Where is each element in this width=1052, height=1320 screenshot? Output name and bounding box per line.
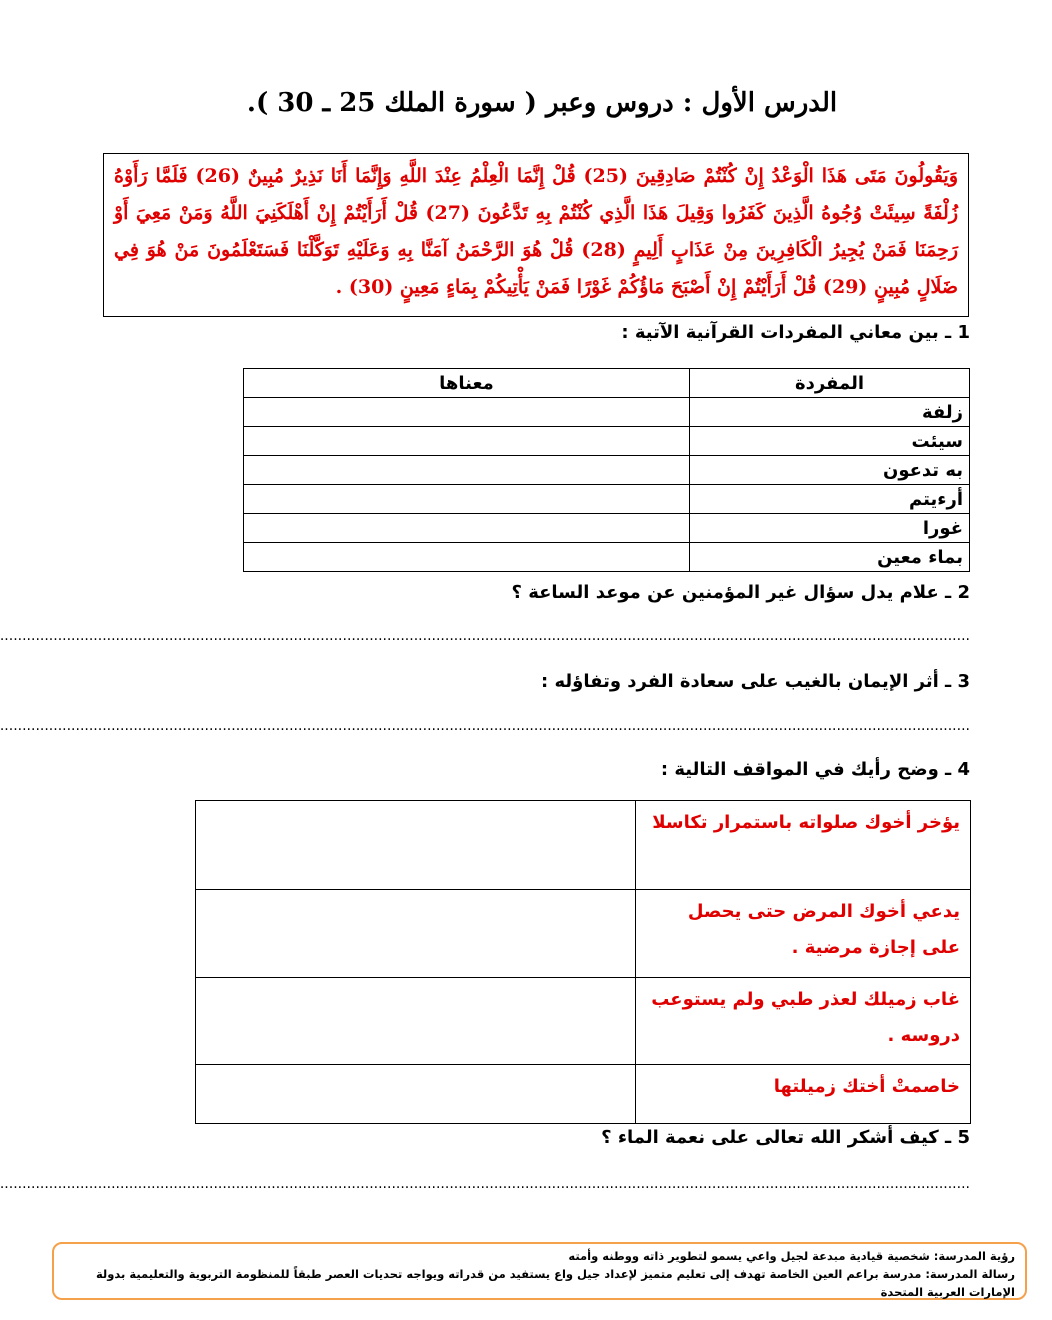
meaning-cell[interactable]: [244, 398, 690, 427]
question-3: 3 ـ أثر الإيمان بالغيب على سعادة الفرد وتفاؤله :: [541, 671, 970, 692]
meaning-cell[interactable]: [244, 456, 690, 485]
school-mission: رسالة المدرسة: مدرسة براعم العين الخاصة تهدف إلى تعليم متميز لإعداد جيل واع يستفيد من قدراته ويواجه تحديات العصر طبقاً للمنظومة التربوية والتعليمية بدولة الإمارات العربية المتحدة: [95, 1267, 1015, 1299]
table-row: [196, 1065, 971, 1124]
table-row: [244, 456, 970, 485]
header-meaning: معناها: [244, 369, 690, 398]
school-vision: رؤية المدرسة: شخصية قيادية مبدعة لجيل واعي يسمو لتطوير ذاته ووطنه وأمته: [568, 1249, 1015, 1263]
vocab-word: بماء معين: [690, 543, 970, 572]
table-row: [244, 485, 970, 514]
table-row: [244, 398, 970, 427]
meaning-cell[interactable]: [244, 543, 690, 572]
situation-text: خاصمتْ أختك زميلتها: [636, 1065, 971, 1124]
table-row: [196, 801, 971, 890]
answer-line-2[interactable]: ..........................................................................................................................................................................................................................: [0, 628, 970, 644]
question-2: 2 ـ علام يدل سؤال غير المؤمنين عن موعد الساعة ؟: [511, 582, 970, 603]
table-row: [244, 543, 970, 572]
meaning-cell[interactable]: [244, 514, 690, 543]
school-footer: [52, 1242, 1027, 1300]
vocab-word: سيئت: [690, 427, 970, 456]
meaning-cell[interactable]: [244, 427, 690, 456]
table-row: [244, 514, 970, 543]
situations-table: [195, 800, 971, 1124]
answer-line-5[interactable]: ..........................................................................................................................................................................................................................: [0, 1176, 970, 1192]
table-row: [244, 427, 970, 456]
vocab-word: به تدعون: [690, 456, 970, 485]
opinion-cell[interactable]: [196, 801, 636, 890]
opinion-cell[interactable]: [196, 890, 636, 978]
table-row: [196, 978, 971, 1065]
vocab-word: غورا: [690, 514, 970, 543]
vocabulary-table: [243, 368, 970, 572]
opinion-cell[interactable]: [196, 978, 636, 1065]
table-row: [196, 890, 971, 978]
answer-line-3[interactable]: ..........................................................................................................................................................................................................................: [0, 718, 970, 734]
situation-text: يؤخر أخوك صلواته باستمرار تكاسلا: [636, 801, 971, 890]
quran-verses-box: وَيَقُولُونَ مَتَى هَذَا الْوَعْدُ إِنْ كُنْتُمْ صَادِقِينَ (25) قُلْ إِنَّمَا الْعِلْمُ عِنْدَ اللَّهِ وَإِنَّمَا أَنَا نَذِيرٌ مُبِينٌ (26) فَلَمَّا رَأَوْهُ زُلْفَةً سِيئَتْ وُجُوهُ الَّذِينَ كَفَرُوا وَقِيلَ هَذَا الَّذِي كُنْتُمْ بِهِ تَدَّعُونَ (27) قُلْ أَرَأَيْتُمْ إِنْ أَهْلَكَنِيَ اللَّهُ وَمَنْ مَعِيَ أَوْ رَحِمَنَا فَمَنْ يُجِيرُ الْكَافِرِينَ مِنْ عَذَابٍ أَلِيمٍ (28) قُلْ هُوَ الرَّحْمَنُ آمَنَّا بِهِ وَعَلَيْهِ تَوَكَّلْنَا فَسَتَعْلَمُونَ مَنْ هُوَ فِي ضَلَالٍ مُبِينٍ (29) قُلْ أَرَأَيْتُمْ إِنْ أَصْبَحَ مَاؤُكُمْ غَوْرًا فَمَنْ يَأْتِيكُمْ بِمَاءٍ مَعِينٍ (30) .: [103, 153, 969, 317]
question-1: 1 ـ بين معاني المفردات القرآنية الآتية :: [621, 322, 970, 343]
lesson-title: الدرس الأول : دروس وعبر ( سورة الملك 25 ـ 30 ).: [246, 88, 838, 118]
question-4: 4 ـ وضح رأيك في المواقف التالية :: [660, 759, 970, 780]
header-word: المفردة: [690, 369, 970, 398]
vocab-word: زلفة: [690, 398, 970, 427]
opinion-cell[interactable]: [196, 1065, 636, 1124]
vocab-word: أرءيتم: [690, 485, 970, 514]
situation-text: غاب زميلك لعذر طبي ولم يستوعب دروسه .: [636, 978, 971, 1065]
meaning-cell[interactable]: [244, 485, 690, 514]
situation-text: يدعي أخوك المرض حتى يحصل على إجازة مرضية .: [636, 890, 971, 978]
table-header-row: [244, 369, 970, 398]
question-5: 5 ـ كيف أشكر الله تعالى على نعمة الماء ؟: [601, 1127, 970, 1148]
